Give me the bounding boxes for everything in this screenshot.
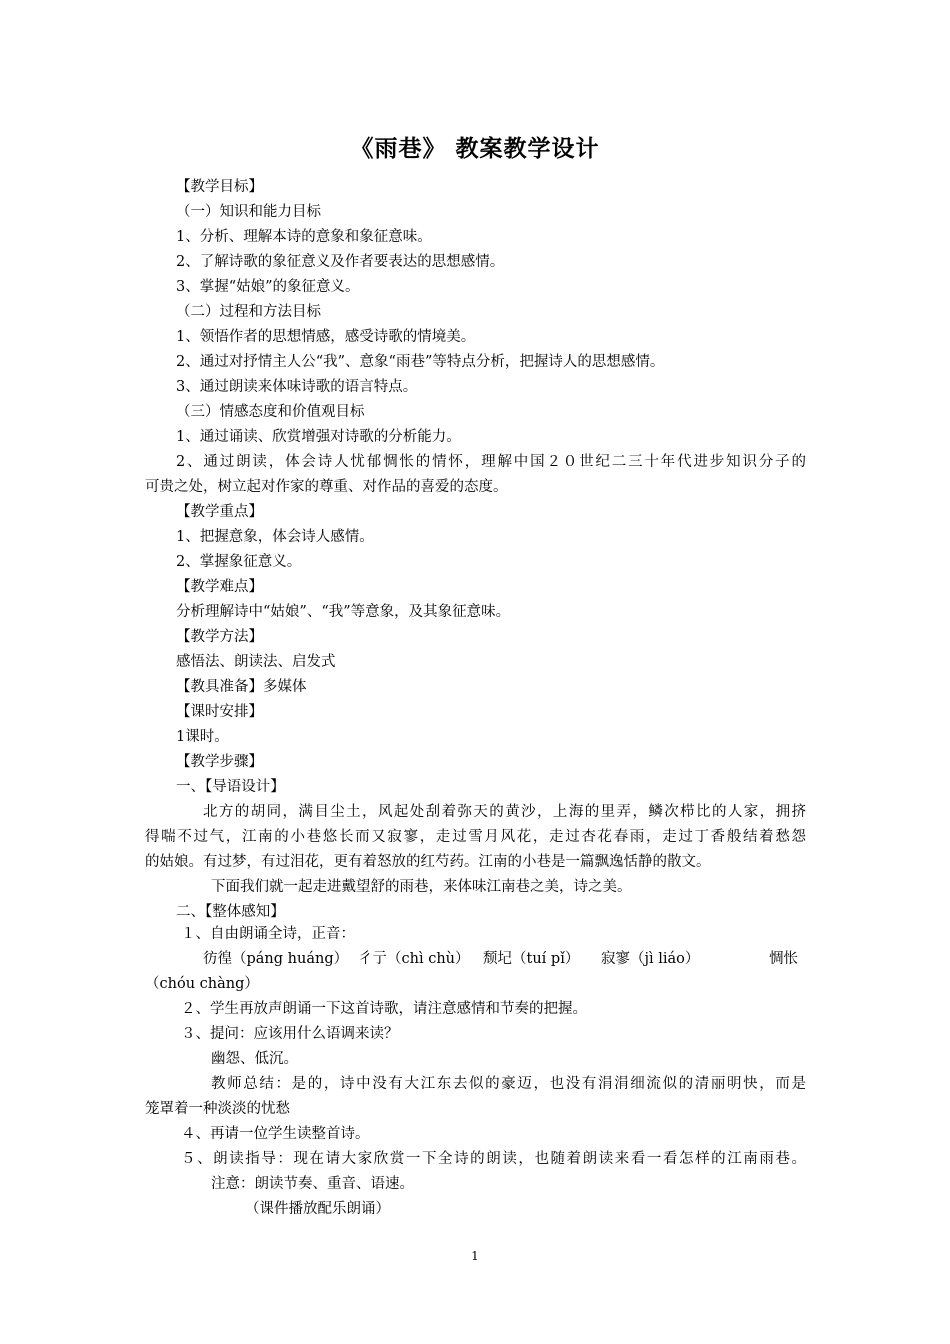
text-line: 1、领悟作者的思想情感，感受诗歌的情境美。 <box>176 329 476 345</box>
text-line: 分析理解诗中“姑娘”、“我”等意象，及其象征意味。 <box>176 604 511 620</box>
text-line: 3、掌握“姑娘”的象征意义。 <box>176 279 360 295</box>
step-heading-overview: 二、【整体感知】 <box>176 904 285 920</box>
text-line: 教师总结：是的，诗中没有大江东去似的豪迈，也没有涓涓细流似的清丽明快，而是 <box>211 1076 806 1092</box>
section-heading-materials: 【教具准备】多媒体 <box>176 679 307 695</box>
text-line: 北方的胡同，满目尘土，风起处刮着弥天的黄沙，上海的里弄，鳞次栉比的人家，拥挤 <box>203 804 806 820</box>
subheading-attitude: （三）情感态度和价值观目标 <box>176 404 365 420</box>
text-line: １、自由朗诵全诗，正音： <box>181 926 355 942</box>
section-heading-key-points: 【教学重点】 <box>176 504 263 520</box>
text-line: 注意：朗读节奏、重音、语速。 <box>211 1176 414 1192</box>
section-heading-difficulties: 【教学难点】 <box>176 579 263 595</box>
pinyin-item: 惆怅 <box>769 951 798 967</box>
text-line: 2、通过朗读，体会诗人忧郁惆怅的情怀，理解中国２０世纪二三十年代进步知识分子的 <box>176 454 806 470</box>
text-line: 幽怨、低沉。 <box>211 1051 298 1067</box>
text-line: ３、提问：应该用什么语调来读？ <box>181 1026 399 1042</box>
section-heading-objectives: 【教学目标】 <box>176 179 263 195</box>
text-line: 1、把握意象，体会诗人感情。 <box>176 529 374 545</box>
text-line: 2、通过对抒情主人公“我”、意象“雨巷”等特点分析，把握诗人的思想感情。 <box>176 354 665 370</box>
section-heading-steps: 【教学步骤】 <box>176 754 263 770</box>
section-heading-schedule: 【课时安排】 <box>176 704 263 720</box>
step-heading-intro: 一、【导语设计】 <box>176 779 285 795</box>
text-line: 1、通过诵读、欣赏增强对诗歌的分析能力。 <box>176 429 461 445</box>
text-line: 2、掌握象征意义。 <box>176 554 302 570</box>
text-line: 1课时。 <box>176 729 229 745</box>
pinyin-item: 彷徨（páng huáng） <box>203 951 349 967</box>
section-heading-methods: 【教学方法】 <box>176 629 263 645</box>
text-line: ５、朗读指导：现在请大家欣赏一下全诗的朗读，也随着朗读来看一看怎样的江南雨巷。 <box>181 1151 806 1167</box>
text-line: 的姑娘。有过梦，有过泪花，更有着怒放的红芍药。江南的小巷是一篇飘逸恬静的散文。 <box>145 854 711 870</box>
pinyin-item: 颓圮（tuí pǐ） <box>483 951 580 967</box>
subheading-knowledge: （一）知识和能力目标 <box>176 204 321 220</box>
text-line: （chóu chàng） <box>145 976 259 992</box>
text-line: 感悟法、朗读法、启发式 <box>176 654 336 670</box>
text-line: 2、了解诗歌的象征意义及作者要表达的思想感情。 <box>176 254 505 270</box>
text-line: （课件播放配乐朗诵） <box>245 1201 390 1217</box>
text-line: 1、分析、理解本诗的意象和象征意味。 <box>176 229 432 245</box>
text-line: 得喘不过气，江南的小巷悠长而又寂寥，走过雪月风花，走过杏花春雨，走过丁香般结着愁怨 <box>145 829 806 845</box>
document-title: 《雨巷》 教案教学设计 <box>350 136 600 162</box>
pinyin-item: 寂寥（jì liáo） <box>601 951 700 967</box>
page-number: 1 <box>471 1249 479 1263</box>
text-line: ２、学生再放声朗诵一下这首诗歌，请注意感情和节奏的把握。 <box>181 1001 587 1017</box>
subheading-process: （二）过程和方法目标 <box>176 304 321 320</box>
text-line: 下面我们就一起走进戴望舒的雨巷，来体味江南巷之美，诗之美。 <box>211 879 632 895</box>
pinyin-item: 彳亍（chì chù） <box>358 951 470 967</box>
text-line: ４、再请一位学生读整首诗。 <box>181 1126 370 1142</box>
text-line: 3、通过朗读来体味诗歌的语言特点。 <box>176 379 418 395</box>
text-line: 笼罩着一种淡淡的忧愁 <box>145 1101 290 1117</box>
text-line: 可贵之处，树立起对作家的尊重、对作品的喜爱的态度。 <box>145 479 508 495</box>
